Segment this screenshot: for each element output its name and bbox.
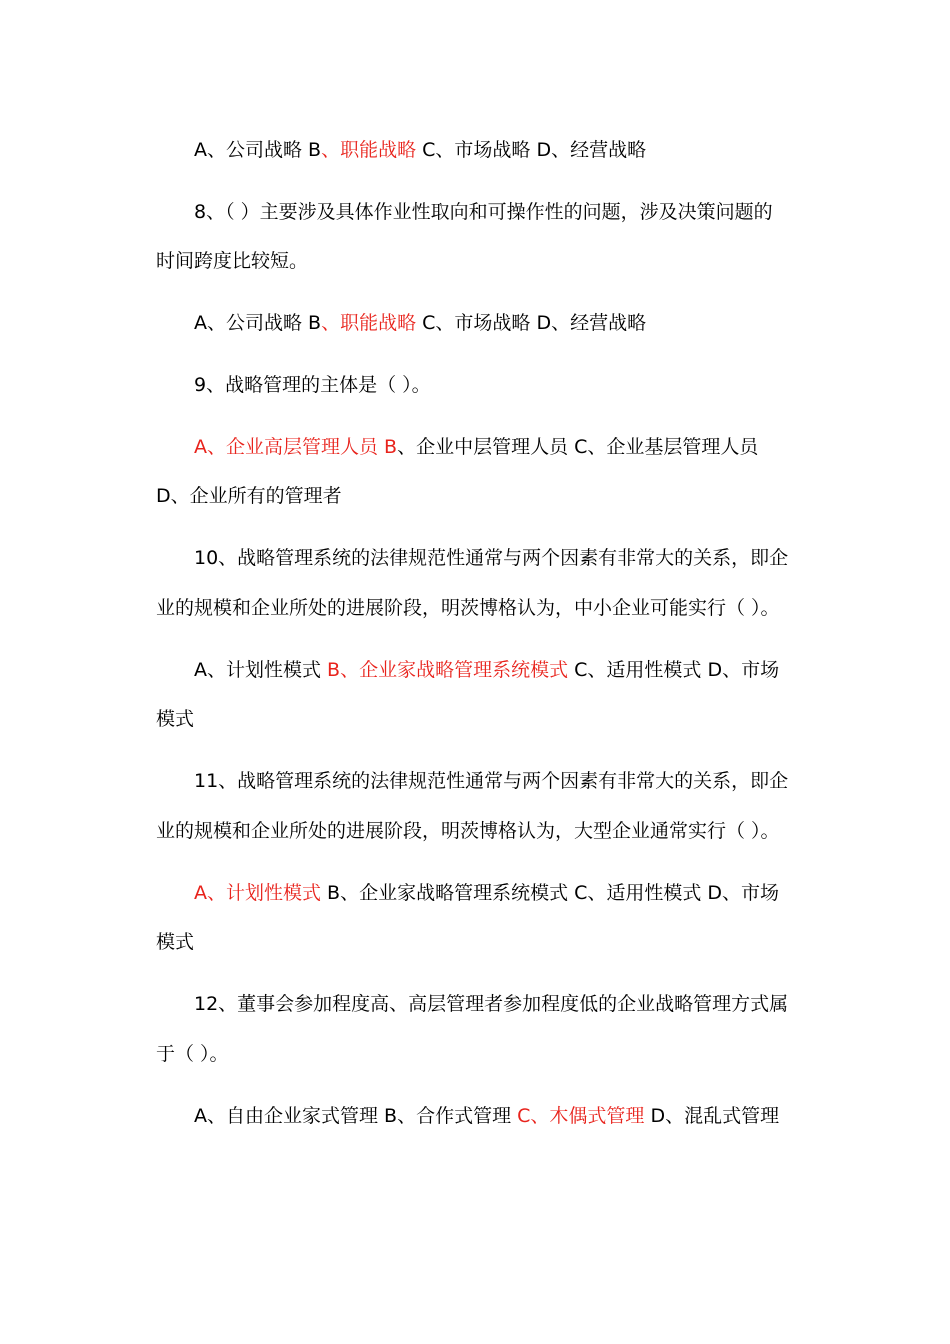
q9-options-line2: D、企业所有的管理者 — [156, 485, 342, 507]
q9-answer-highlight: A、企业高层管理人员 B — [194, 436, 398, 458]
q8-option-a: A、公司战略 B — [194, 312, 322, 334]
q12-option-ab: A、自由企业家式管理 B、合作式管理 — [194, 1105, 518, 1127]
q10-options — [194, 658, 779, 682]
q9-options-rest: 、企业中层管理人员 C、企业基层管理人员 — [397, 436, 759, 458]
q12-options-rest: D、混乱式管理 — [644, 1105, 780, 1127]
q8-stem-line1: 8、（ ）主要涉及具体作业性取向和可操作性的问题，涉及决策问题的 — [194, 201, 773, 223]
q11-stem-line2: 业的规模和企业所处的进展阶段，明茨博格认为，大型企业通常实行（ ）。 — [156, 820, 780, 842]
q11-answer-highlight: A、计划性模式 — [194, 882, 321, 904]
q7-options-rest: C、市场战略 D、经营战略 — [416, 139, 647, 161]
q12-stem-line2: 于（ ）。 — [156, 1043, 229, 1065]
q10-options-rest: C、适用性模式 D、市场 — [568, 659, 780, 681]
q9-stem: 9、战略管理的主体是（ ）。 — [194, 374, 431, 396]
q7-option-a: A、公司战略 B — [194, 139, 322, 161]
q8-options — [194, 311, 646, 335]
q10-option-a: A、计划性模式 — [194, 659, 328, 681]
q7-options — [194, 138, 646, 162]
q10-options-line2: 模式 — [156, 708, 195, 730]
q9-options — [194, 435, 758, 459]
q11-stem-line1: 11、战略管理系统的法律规范性通常与两个因素有非常大的关系，即企 — [194, 770, 789, 792]
q11-options-line2: 模式 — [156, 931, 195, 953]
q12-stem-line1: 12、董事会参加程度高、高层管理者参加程度低的企业战略管理方式属 — [194, 993, 789, 1015]
q12-answer-highlight: C、木偶式管理 — [517, 1105, 645, 1127]
q8-options-rest: C、市场战略 D、经营战略 — [416, 312, 647, 334]
q7-answer-highlight: 、职能战略 — [321, 139, 417, 161]
q8-stem-line2: 时间跨度比较短。 — [156, 250, 309, 272]
q8-answer-highlight: 、职能战略 — [321, 312, 417, 334]
q11-options-rest: B、企业家战略管理系统模式 C、适用性模式 D、市场 — [321, 882, 780, 904]
q12-options — [194, 1104, 779, 1128]
q10-answer-highlight: B、企业家战略管理系统模式 — [327, 659, 569, 681]
q10-stem-line2: 业的规模和企业所处的进展阶段，明茨博格认为，中小企业可能实行（ ）。 — [156, 597, 780, 619]
q10-stem-line1: 10、战略管理系统的法律规范性通常与两个因素有非常大的关系，即企 — [194, 547, 789, 569]
q11-options — [194, 881, 779, 905]
